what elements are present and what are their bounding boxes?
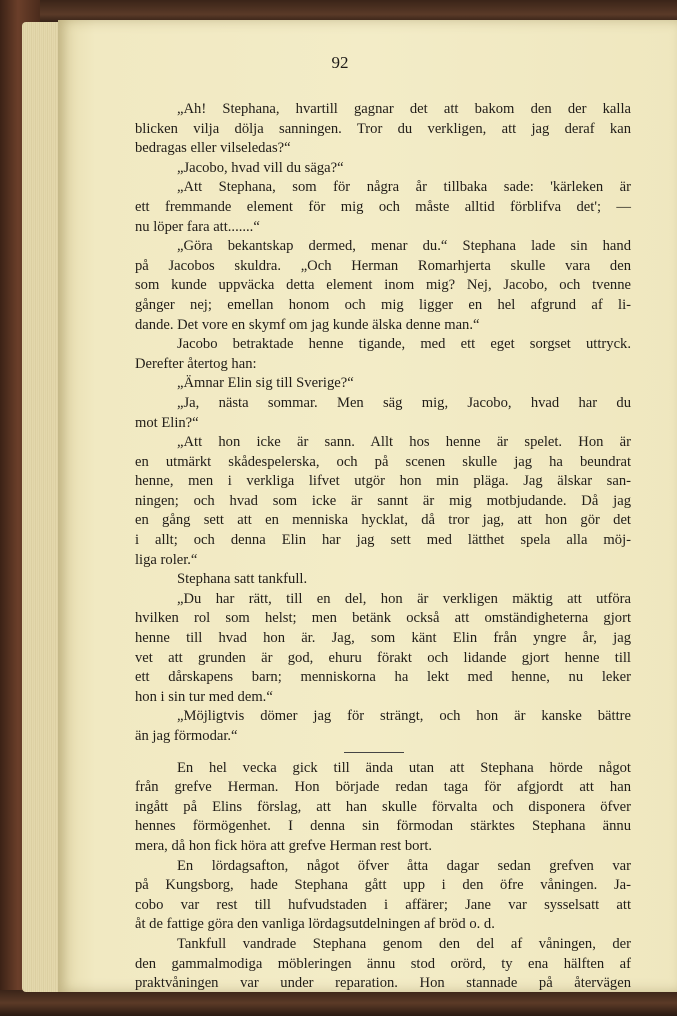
text-line: henne till hvad hon är. Jag, som känt Elin från yngre år, jag xyxy=(135,630,631,647)
text-line: än jag förmodar.“ xyxy=(135,728,238,744)
text-line: Tankfull vandrade Stephana genom den del af våningen, der xyxy=(177,935,631,952)
text-line: mera, då hon fick höra att grefve Herman rest bort. xyxy=(135,837,433,854)
text-line: „Göra bekantskap dermed, menar du.“ Stephana lade sin hand xyxy=(177,238,631,255)
text-line: cobo var rest till hufvudstaden i affärer; Jane var sysselsatt att xyxy=(135,896,631,913)
text-line: en utmärkt skådespelerska, och på scenen skulle jag ha beundrat xyxy=(135,453,631,470)
text-line: nu löper fara att.......“ xyxy=(135,218,260,235)
text-line: hon i sin tur med dem.“ xyxy=(135,688,273,705)
text-line: „Ah! Stephana, hvartill gagnar det att bakom den der kalla xyxy=(177,101,631,117)
page-edges xyxy=(22,22,62,992)
text-line: „Att hon icke är sann. Allt hos henne är spelet. Hon är xyxy=(177,434,631,451)
section-divider xyxy=(344,752,404,753)
text-line: Derefter återtog han: xyxy=(135,355,257,372)
text-line: En lördagsafton, något öfver åtta dagar sedan grefven var xyxy=(177,857,631,874)
text-line: Stephana satt tankfull. xyxy=(177,571,308,588)
text-line: „Att Stephana, som för några år tillbaka sade: 'kärleken är xyxy=(177,179,631,196)
text-line: ingått på Elins förslag, att han skulle förvalta och disponera öfver xyxy=(135,798,631,815)
text-line: i allt; och denna Elin har jag sett med lätthet spela alla möj- xyxy=(135,532,631,549)
text-line: „Du har rätt, till en del, hon är verkligen mäktig att utföra xyxy=(177,590,631,607)
text-line: åt de fattige göra den vanliga lördagsutdelningen af bröd o. d. xyxy=(135,916,495,933)
text-line: ningen; och hvad som icke är sannt är mig motbjudande. Då jag xyxy=(135,492,631,509)
text-line: på Kungsborg, hade Stephana gått upp i den öfre våningen. Ja- xyxy=(135,877,631,894)
text-line: ett fremmande element för mig och måste alltid förblifva det'; — xyxy=(135,198,631,215)
text-line: ett dårskapens barn; menniskorna ha lekt med henne, nu leker xyxy=(135,669,631,686)
text-line: „Jacobo, hvad vill du säga?“ xyxy=(177,159,344,176)
text-block-narration xyxy=(135,759,631,994)
text-line: „Ämnar Elin sig till Sverige?“ xyxy=(177,375,354,392)
text-line: den gammalmodiga möbleringen ännu stod orörd, ty ena hälften af xyxy=(135,955,631,972)
text-line: bedragas eller vilseledas?“ xyxy=(135,140,291,157)
text-line: på Jacobos skuldra. „Och Herman Romarhjerta skulle vara den xyxy=(135,257,631,274)
text-line: henne, men i verkliga lifvet utgör hon min pläga. Jag älskar san- xyxy=(135,473,631,490)
page-number: 92 xyxy=(331,53,349,72)
text-line: blicken vilja dölja sanningen. Tror du verkligen, att jag deraf kan xyxy=(135,120,631,137)
text-line: vet att grunden är god, ehuru förakt och lidande gjort henne till xyxy=(135,649,631,666)
text-line: liga roler.“ xyxy=(135,551,198,568)
text-line: gånger nej; emellan honom och mig ligger en hel afgrund af li- xyxy=(135,296,631,313)
page-text xyxy=(135,100,631,994)
text-block-dialogue xyxy=(135,100,631,747)
text-line: „Möjligtvis dömer jag för strängt, och hon är kanske bättre xyxy=(177,708,631,725)
text-line: praktvåningen var under reparation. Hon stannade på återvägen xyxy=(135,975,631,992)
text-line: mot Elin?“ xyxy=(135,414,199,431)
text-line: en gång sett att en menniska hycklat, då tror jag, att hon gör det xyxy=(135,512,631,529)
text-line: som kunde uppväcka detta element inom mig? Nej, Jacobo, och tvenne xyxy=(135,277,631,294)
text-line: En hel vecka gick till ända utan att Stephana hörde något xyxy=(177,759,631,776)
text-line: från grefve Herman. Hon började redan taga för afgjordt att han xyxy=(135,779,631,796)
text-line: „Ja, nästa sommar. Men säg mig, Jacobo, hvad har du xyxy=(177,394,631,411)
text-line: dande. Det vore en skymf om jag kunde älska denne man.“ xyxy=(135,316,480,333)
book-cover-bottom xyxy=(0,990,677,1016)
text-line: hennes förmögenhet. I denna sin förmodan stärktes Stephana ännu xyxy=(135,818,631,835)
text-line: Jacobo betraktade henne tigande, med ett eget sorgset uttryck. xyxy=(177,336,631,353)
text-line: hvilken rol som helst; men betänk också att omständigheterna gjort xyxy=(135,610,631,627)
